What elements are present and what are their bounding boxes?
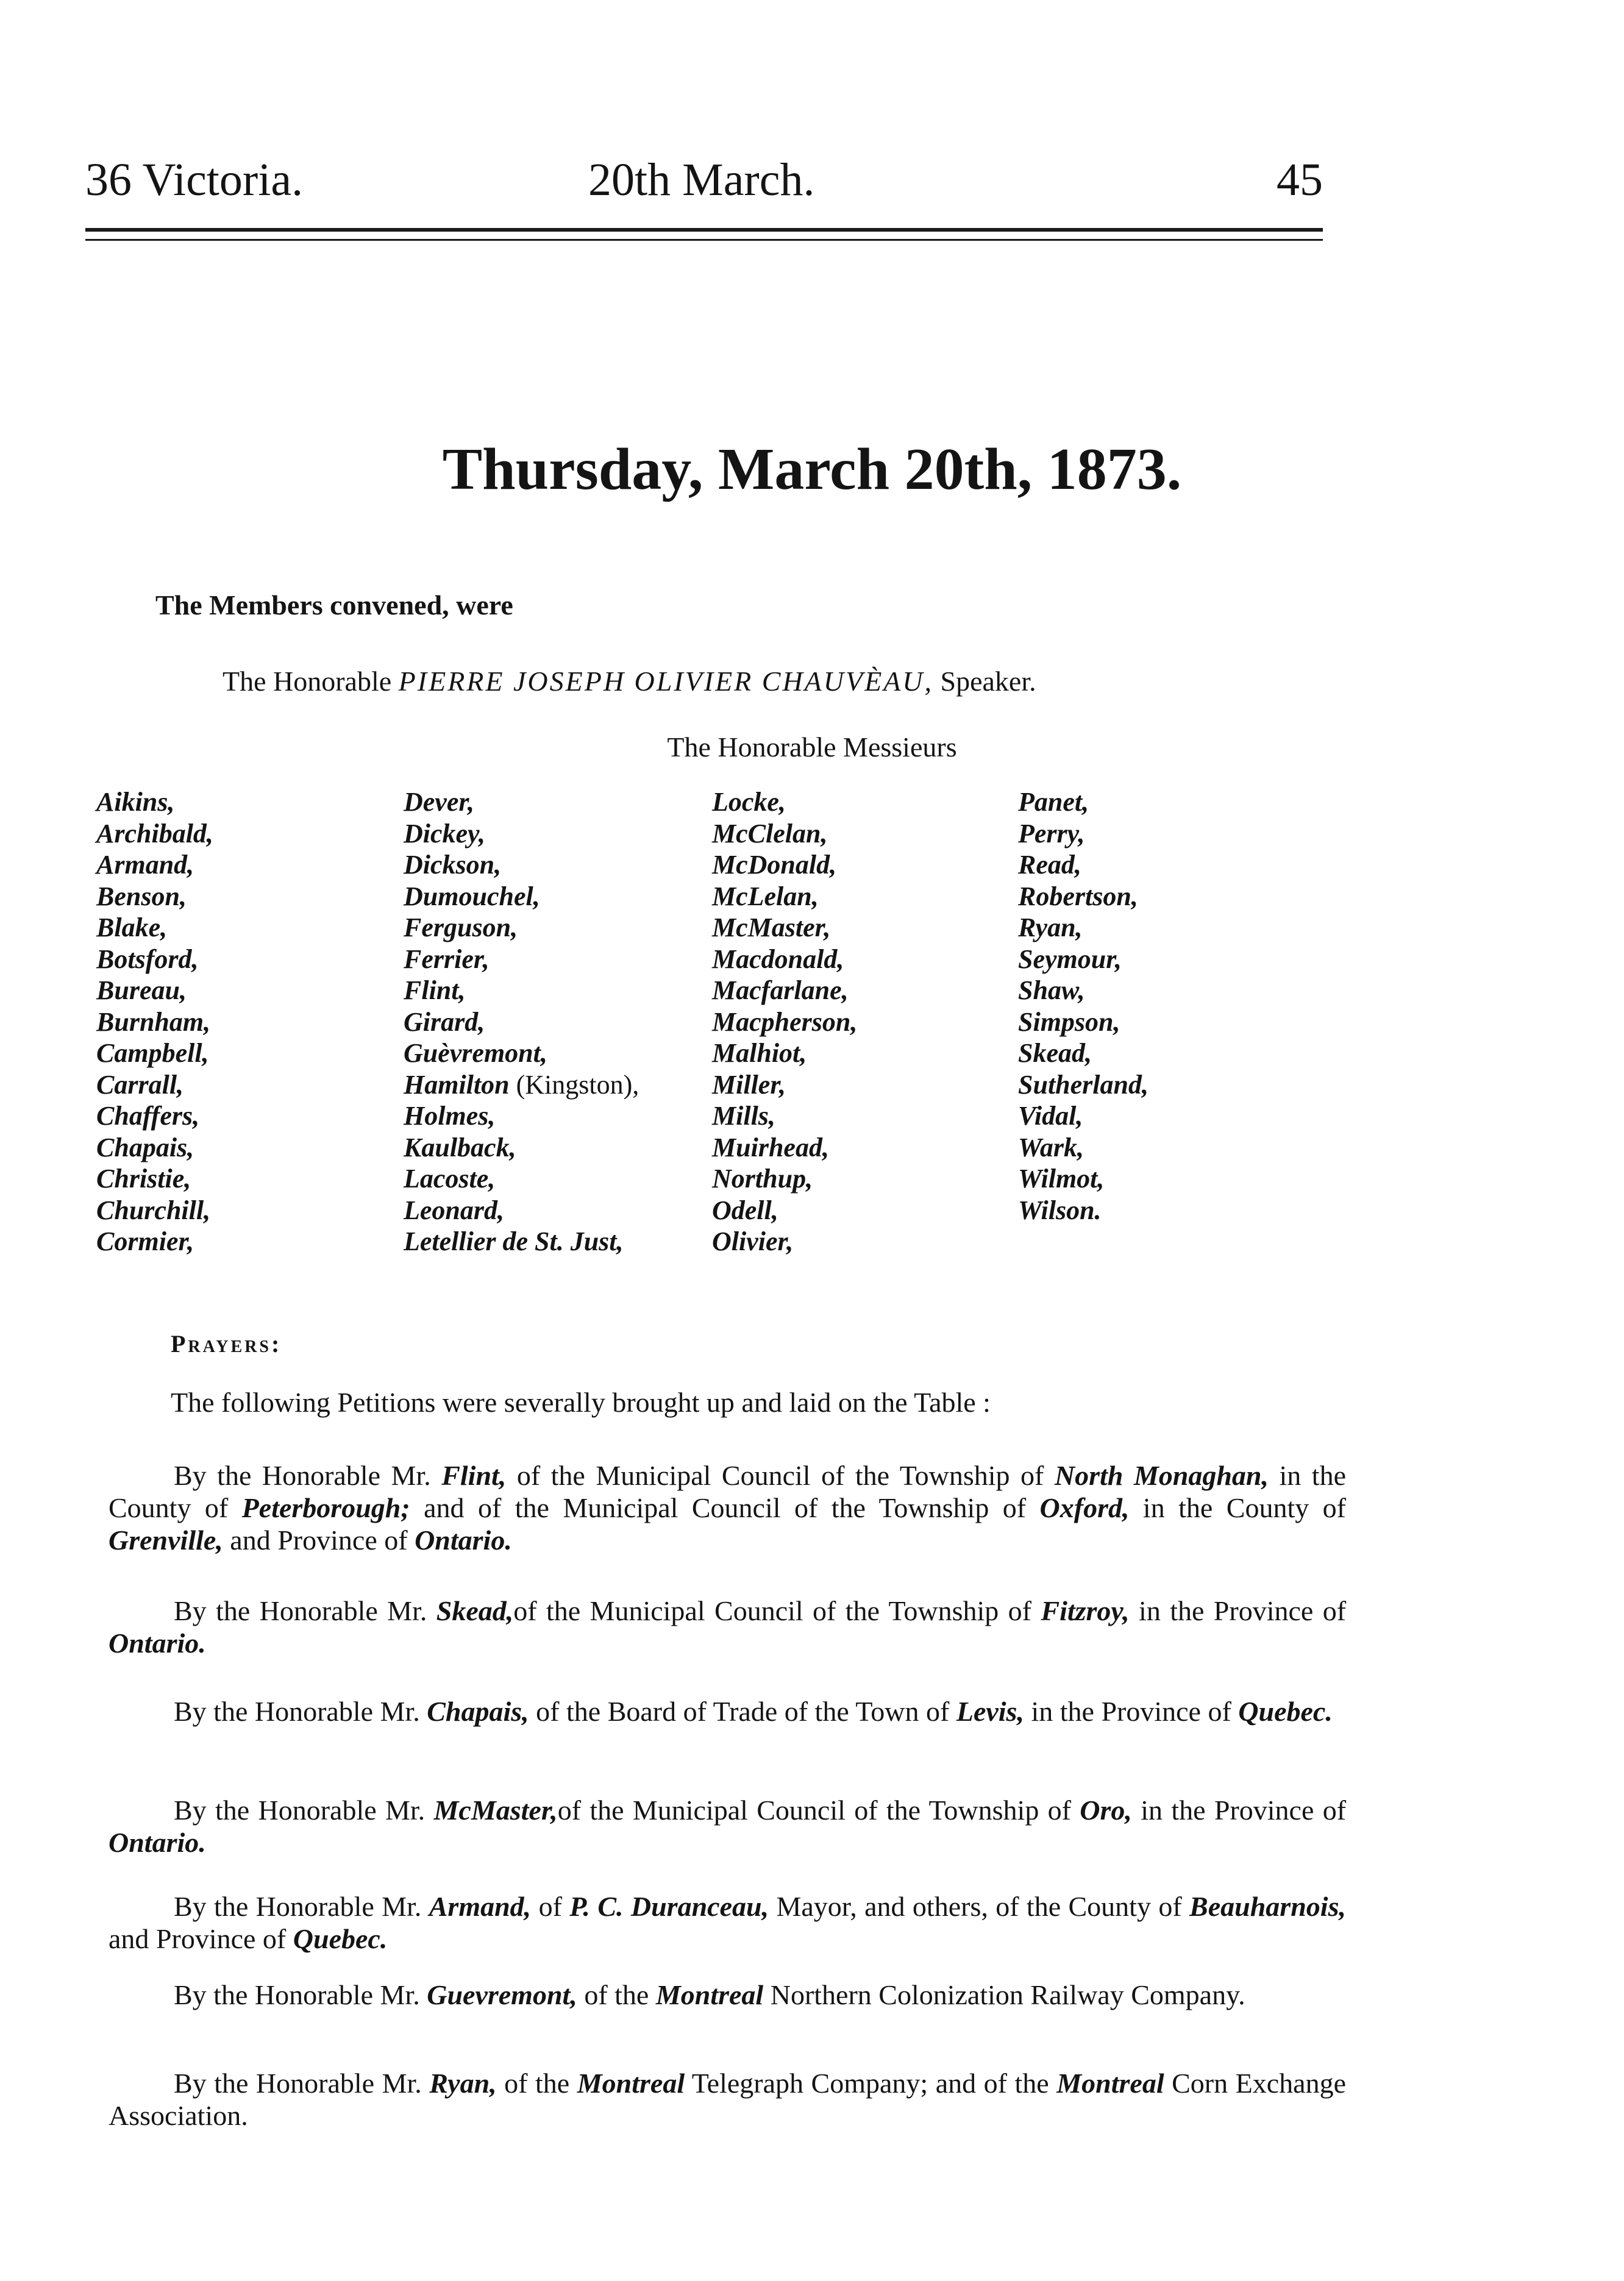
member-name: Carrall, <box>96 1069 184 1100</box>
member-name: Dickson, <box>404 850 502 880</box>
member-name: Skead, <box>1018 1038 1092 1068</box>
member-name: Botsford, <box>96 944 199 974</box>
members-convened-line: The Members convened, were <box>155 589 513 621</box>
member-name: Benson, <box>96 881 187 911</box>
member-name: Chapais, <box>96 1132 194 1162</box>
petition-text: Mayor, and others, of the County of <box>769 1891 1190 1922</box>
petition-text: in the Province of <box>1131 1795 1347 1826</box>
senator-name: Flint, <box>441 1460 507 1491</box>
place-name: Oxford, <box>1039 1492 1130 1523</box>
petition-text: By the Honorable Mr. <box>174 1795 434 1826</box>
member-name: Dumouchel, <box>404 881 540 911</box>
senator-name: McMaster, <box>433 1795 558 1826</box>
place-name: North Monaghan, <box>1054 1460 1269 1491</box>
petition-entry <box>109 1459 1346 1556</box>
petition-text: in the County of <box>109 1460 1346 1523</box>
petition-entry <box>109 1890 1346 1955</box>
petition-entry <box>109 1979 1346 2011</box>
member-name: Locke, <box>712 787 786 817</box>
member-name: Lacoste, <box>404 1164 496 1194</box>
member-name: Holmes, <box>404 1101 496 1131</box>
header-rule-thin <box>85 239 1323 241</box>
petition-text: Northern Colonization Railway Company. <box>763 1979 1245 2010</box>
member-name: Vidal, <box>1018 1101 1083 1131</box>
petition-text: of the Municipal Council of the Township of <box>557 1795 1080 1826</box>
member-name: Ferrier, <box>404 944 490 974</box>
petition-entry <box>109 1595 1346 1659</box>
member-name: Campbell, <box>96 1038 209 1068</box>
member-name: Bureau, <box>96 975 187 1005</box>
petition-text: By the Honorable Mr. <box>174 1979 427 2010</box>
member-name: Panet, <box>1018 787 1089 817</box>
page-number: 45 <box>1277 154 1323 205</box>
member-name: Malhiot, <box>712 1038 807 1068</box>
member-name: Aikins, <box>96 787 175 817</box>
member-name: Letellier de St. Just, <box>404 1226 624 1256</box>
member-name: Macdonald, <box>712 944 844 974</box>
member-name: Odell, <box>712 1195 778 1225</box>
senator-name: Chapais, <box>427 1696 529 1727</box>
petition-text: Telegraph Company; and of the <box>685 2068 1057 2099</box>
member-name: Northup, <box>712 1164 813 1194</box>
member-name: Ryan, <box>1018 913 1083 942</box>
place-name: Montreal <box>655 1979 764 2010</box>
petition-text: By the Honorable Mr. <box>174 2068 430 2099</box>
member-name: Macfarlane, <box>712 975 849 1005</box>
place-name: Oro, <box>1080 1795 1132 1826</box>
member-name: Shaw, <box>1018 975 1085 1005</box>
member-name: Flint, <box>404 975 466 1005</box>
petition-text: of the Municipal Council of the Township of <box>513 1595 1041 1626</box>
petition-text: of the Board of Trade of the Town of <box>529 1696 956 1727</box>
member-name: Perry, <box>1018 818 1085 849</box>
member-name: Archibald, <box>96 818 213 849</box>
speaker-title: Speaker. <box>940 666 1036 697</box>
members-column-1 <box>96 786 213 1258</box>
header-rule-thick <box>85 228 1323 232</box>
member-name: Miller, <box>712 1069 786 1100</box>
place-name: Montreal <box>577 2068 685 2099</box>
page-title: Thursday, March 20th, 1873. <box>442 436 1182 502</box>
member-name: Kaulback, <box>404 1132 516 1162</box>
place-name: Fitzroy, <box>1041 1595 1130 1626</box>
member-name: Mills, <box>712 1101 775 1131</box>
place-name: Ontario. <box>109 1827 206 1858</box>
prayers-heading: Prayers: <box>171 1330 282 1358</box>
member-name: Dever, <box>404 787 475 817</box>
member-name: Chaffers, <box>96 1101 200 1131</box>
member-name: McDonald, <box>712 850 837 880</box>
member-name-hamilton <box>404 1069 639 1101</box>
petition-text: and of the Municipal Council of the Township of <box>410 1492 1040 1523</box>
running-head <box>85 146 1323 213</box>
member-name: Armand, <box>96 850 194 880</box>
member-name: Hamilton <box>404 1069 510 1100</box>
senator-name: Guevremont, <box>427 1979 577 2010</box>
members-list <box>0 786 1624 1311</box>
member-name: Wark, <box>1018 1132 1084 1162</box>
senator-name: Skead, <box>436 1595 514 1626</box>
senator-name: Ryan, <box>429 2068 497 2099</box>
place-name: Quebec. <box>293 1923 388 1954</box>
member-name: Girard, <box>404 1006 485 1037</box>
petition-text: in the Province of <box>1129 1595 1347 1626</box>
member-name: Wilson. <box>1018 1195 1102 1225</box>
member-name: Macpherson, <box>712 1006 858 1037</box>
members-column-4 <box>1018 786 1149 1226</box>
member-name: Seymour, <box>1018 944 1122 974</box>
member-name: Sutherland, <box>1018 1069 1149 1100</box>
petition-text: By the Honorable Mr. <box>174 1696 427 1727</box>
place-name: Ontario. <box>109 1628 206 1659</box>
petition-text: By the Honorable Mr. <box>174 1460 442 1491</box>
petition-text: of the Municipal Council of the Township of <box>506 1460 1055 1491</box>
petition-entry <box>109 2067 1346 2132</box>
place-name: Beauharnois, <box>1189 1891 1346 1922</box>
place-name: Levis, <box>956 1696 1024 1727</box>
member-name: Guèvremont, <box>404 1038 547 1068</box>
petition-text: in the Province of <box>1024 1696 1239 1727</box>
petition-entry <box>109 1794 1346 1859</box>
place-name: Ontario. <box>415 1525 512 1556</box>
member-name: Simpson, <box>1018 1006 1120 1037</box>
petitioner-name: P. C. Duranceau, <box>569 1891 769 1922</box>
member-name: Ferguson, <box>404 913 518 942</box>
member-name: McLelan, <box>712 881 819 911</box>
petition-entry <box>109 1695 1346 1728</box>
place-name: Grenville, <box>109 1525 223 1556</box>
petition-text: Corn Exchange Association. <box>109 2068 1346 2131</box>
member-name: Muirhead, <box>712 1132 829 1162</box>
place-name: Montreal <box>1056 2068 1164 2099</box>
petition-text: By the Honorable Mr. <box>174 1595 436 1626</box>
member-name: Cormier, <box>96 1226 194 1256</box>
member-name: Olivier, <box>712 1226 794 1256</box>
member-name: McMaster, <box>712 913 831 942</box>
member-constituency: (Kingston), <box>516 1069 639 1100</box>
member-name: McClelan, <box>712 818 828 849</box>
petitions-intro: The following Petitions were severally brought up and laid on the Table : <box>171 1387 991 1418</box>
member-name: Wilmot, <box>1018 1164 1105 1194</box>
member-name: Burnham, <box>96 1006 211 1037</box>
member-name: Read, <box>1018 850 1081 880</box>
petition-text: in the County of <box>1129 1492 1346 1523</box>
petition-text: and Province of <box>109 1923 293 1954</box>
session-label: 36 Victoria. <box>85 154 304 205</box>
speaker-prefix: The Honorable <box>223 666 392 697</box>
senator-name: Armand, <box>429 1891 532 1922</box>
speaker-name: PIERRE JOSEPH OLIVIER CHAUVÈAU, <box>398 666 934 697</box>
member-name: Christie, <box>96 1164 191 1194</box>
member-name: Blake, <box>96 913 168 942</box>
member-name: Dickey, <box>404 818 485 849</box>
place-name: Quebec. <box>1238 1696 1333 1727</box>
petition-text: By the Honorable Mr. <box>174 1891 429 1922</box>
member-name: Churchill, <box>96 1195 211 1225</box>
place-name: Peterborough; <box>241 1492 410 1523</box>
speaker-line <box>223 663 1036 700</box>
petition-text: and Province of <box>223 1525 415 1556</box>
member-name: Leonard, <box>404 1195 504 1225</box>
petition-text: of the <box>577 1979 656 2010</box>
petition-text: of the <box>496 2068 577 2099</box>
date-label: 20th March. <box>588 154 815 205</box>
member-name: Robertson, <box>1018 881 1138 911</box>
petition-text: of <box>531 1891 570 1922</box>
members-column-2 <box>404 786 639 1258</box>
members-column-3 <box>712 786 857 1258</box>
messieurs-heading: The Honorable Messieurs <box>667 731 957 763</box>
